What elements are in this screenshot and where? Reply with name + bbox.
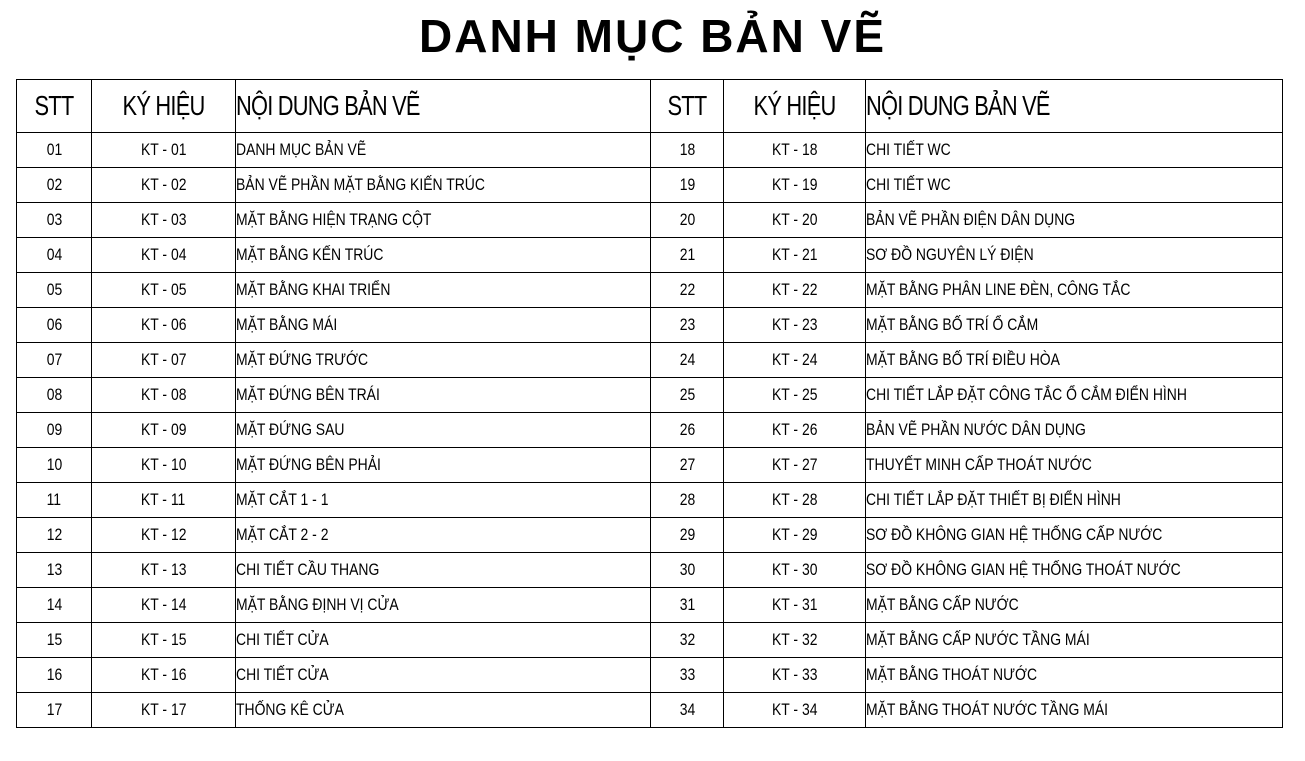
cell-stt-text: 04 [46, 245, 62, 264]
cell-stt-text: 20 [679, 210, 695, 229]
cell-stt [17, 658, 92, 693]
table-row [17, 273, 1283, 308]
cell-ky-hieu [92, 343, 236, 378]
cell-stt [17, 168, 92, 203]
cell-noi-dung-text: SƠ ĐỒ KHÔNG GIAN HỆ THỐNG THOÁT NƯỚC [866, 560, 1181, 579]
cell-noi-dung [866, 658, 1283, 693]
cell-noi-dung-text: SƠ ĐỒ NGUYÊN LÝ ĐIỆN [866, 245, 1034, 264]
cell-ky-hieu [724, 623, 866, 658]
page-title: DANH MỤC BẢN VẼ [419, 10, 886, 62]
cell-stt-text: 06 [46, 315, 62, 334]
cell-noi-dung-text: MẶT BẰNG ĐỊNH VỊ CỬA [236, 595, 399, 614]
cell-ky-hieu-text: KT - 02 [140, 175, 187, 194]
cell-ky-hieu-text: KT - 18 [771, 140, 818, 159]
cell-noi-dung-text: MẶT ĐỨNG SAU [236, 420, 345, 439]
cell-noi-dung-text: CHI TIẾT CẦU THANG [236, 560, 380, 579]
cell-ky-hieu [92, 168, 236, 203]
cell-noi-dung [866, 133, 1283, 168]
cell-stt [651, 518, 724, 553]
cell-ky-hieu-text: KT - 28 [771, 490, 818, 509]
cell-stt [17, 553, 92, 588]
table-row [17, 658, 1283, 693]
cell-noi-dung-text: THUYẾT MINH CẤP THOÁT NƯỚC [866, 455, 1092, 474]
cell-stt-text: 23 [679, 315, 695, 334]
cell-ky-hieu [92, 693, 236, 728]
cell-ky-hieu [92, 623, 236, 658]
cell-noi-dung-text: MẶT BẰNG CẤP NƯỚC TẦNG MÁI [866, 630, 1090, 649]
cell-ky-hieu-text: KT - 33 [771, 665, 818, 684]
cell-ky-hieu [724, 168, 866, 203]
header-stt-left: STT [17, 80, 92, 133]
cell-stt [17, 203, 92, 238]
cell-ky-hieu-text: KT - 11 [141, 490, 186, 509]
cell-stt-text: 07 [46, 350, 62, 369]
cell-stt [17, 308, 92, 343]
cell-noi-dung [866, 203, 1283, 238]
cell-stt [17, 378, 92, 413]
cell-ky-hieu [724, 553, 866, 588]
cell-stt-text: 31 [679, 595, 695, 614]
cell-ky-hieu [724, 238, 866, 273]
cell-stt-text: 26 [679, 420, 695, 439]
cell-ky-hieu [724, 378, 866, 413]
cell-stt-text: 28 [679, 490, 695, 509]
cell-stt [651, 413, 724, 448]
cell-ky-hieu-text: KT - 19 [771, 175, 818, 194]
cell-stt-text: 17 [46, 700, 62, 719]
cell-stt-text: 14 [46, 595, 62, 614]
cell-ky-hieu-text: KT - 29 [771, 525, 818, 544]
cell-stt-text: 09 [46, 420, 62, 439]
cell-stt [651, 483, 724, 518]
header-ky-hieu-left: KÝ HIỆU [92, 80, 236, 133]
cell-ky-hieu [92, 133, 236, 168]
cell-stt [17, 518, 92, 553]
cell-noi-dung [236, 553, 651, 588]
cell-noi-dung-text: MẶT BẰNG MÁI [236, 315, 338, 334]
cell-stt-text: 32 [679, 630, 695, 649]
table-row [17, 343, 1283, 378]
cell-noi-dung [236, 623, 651, 658]
cell-stt [651, 168, 724, 203]
cell-noi-dung-text: MẶT ĐỨNG BÊN TRÁI [236, 385, 380, 404]
cell-stt [651, 343, 724, 378]
cell-stt-text: 08 [46, 385, 62, 404]
cell-noi-dung-text: CHI TIẾT CỬA [236, 665, 329, 684]
cell-noi-dung [866, 413, 1283, 448]
cell-ky-hieu-text: KT - 23 [771, 315, 818, 334]
cell-noi-dung-text: MẶT BẰNG KHAI TRIỂN [236, 280, 391, 299]
cell-noi-dung-text: CHI TIẾT LẮP ĐẶT CÔNG TẮC Ổ CẮM ĐIỂN HÌNH [866, 385, 1187, 404]
cell-noi-dung-text: CHI TIẾT CỬA [236, 630, 329, 649]
cell-noi-dung [866, 693, 1283, 728]
cell-stt-text: 34 [679, 700, 695, 719]
cell-noi-dung-text: MẶT CẮT 2 - 2 [236, 525, 329, 544]
table-row [17, 448, 1283, 483]
cell-noi-dung [236, 483, 651, 518]
cell-stt [17, 413, 92, 448]
cell-noi-dung [866, 168, 1283, 203]
cell-ky-hieu [92, 448, 236, 483]
cell-stt-text: 02 [46, 175, 62, 194]
cell-stt [17, 273, 92, 308]
cell-stt [17, 133, 92, 168]
cell-noi-dung [236, 693, 651, 728]
cell-ky-hieu-text: KT - 08 [140, 385, 187, 404]
cell-ky-hieu [724, 308, 866, 343]
table-row [17, 588, 1283, 623]
cell-ky-hieu-text: KT - 26 [771, 420, 818, 439]
cell-noi-dung [236, 378, 651, 413]
cell-stt-text: 22 [679, 280, 695, 299]
cell-noi-dung [866, 553, 1283, 588]
cell-ky-hieu-text: KT - 09 [140, 420, 187, 439]
cell-ky-hieu [92, 518, 236, 553]
cell-stt [651, 203, 724, 238]
cell-stt-text: 25 [679, 385, 695, 404]
cell-stt [651, 378, 724, 413]
cell-stt [651, 448, 724, 483]
cell-noi-dung [866, 623, 1283, 658]
cell-noi-dung [236, 448, 651, 483]
cell-noi-dung-text: CHI TIẾT WC [866, 140, 951, 159]
cell-stt-text: 24 [679, 350, 695, 369]
cell-stt [651, 308, 724, 343]
table-row [17, 553, 1283, 588]
cell-stt [651, 623, 724, 658]
cell-stt-text: 33 [679, 665, 695, 684]
cell-stt [651, 553, 724, 588]
cell-noi-dung [866, 308, 1283, 343]
cell-stt-text: 21 [679, 245, 695, 264]
cell-ky-hieu-text: KT - 06 [140, 315, 187, 334]
cell-stt [17, 483, 92, 518]
cell-ky-hieu-text: KT - 32 [771, 630, 818, 649]
cell-noi-dung-text: DANH MỤC BẢN VẼ [236, 140, 367, 159]
cell-noi-dung-text: BẢN VẼ PHẦN MẶT BẰNG KIẾN TRÚC [236, 175, 485, 194]
cell-noi-dung [236, 168, 651, 203]
cell-noi-dung-text: CHI TIẾT LẮP ĐẶT THIẾT BỊ ĐIỂN HÌNH [866, 490, 1121, 509]
cell-noi-dung [236, 273, 651, 308]
cell-noi-dung-text: MẶT CẮT 1 - 1 [236, 490, 329, 509]
cell-ky-hieu [92, 553, 236, 588]
cell-noi-dung-text: MẶT BẰNG KẾN TRÚC [236, 245, 384, 264]
cell-ky-hieu [724, 448, 866, 483]
cell-ky-hieu-text: KT - 10 [140, 455, 187, 474]
header-noi-dung-right: NỘI DUNG BẢN VẼ [866, 80, 1283, 133]
cell-ky-hieu [92, 413, 236, 448]
cell-noi-dung [866, 518, 1283, 553]
cell-noi-dung [866, 588, 1283, 623]
table-row [17, 238, 1283, 273]
cell-stt [17, 448, 92, 483]
cell-ky-hieu [92, 483, 236, 518]
table-header-row [17, 80, 1283, 133]
cell-ky-hieu [92, 238, 236, 273]
cell-noi-dung-text: BẢN VẼ PHẦN ĐIỆN DÂN DỤNG [866, 210, 1076, 229]
cell-noi-dung-text: BẢN VẼ PHẦN NƯỚC DÂN DỤNG [866, 420, 1086, 439]
cell-ky-hieu-text: KT - 20 [771, 210, 818, 229]
cell-stt [17, 238, 92, 273]
cell-ky-hieu-text: KT - 14 [140, 595, 187, 614]
cell-stt [17, 343, 92, 378]
cell-ky-hieu-text: KT - 05 [140, 280, 187, 299]
cell-stt-text: 03 [46, 210, 62, 229]
cell-ky-hieu-text: KT - 12 [140, 525, 187, 544]
cell-noi-dung [236, 308, 651, 343]
cell-ky-hieu-text: KT - 21 [771, 245, 818, 264]
cell-ky-hieu-text: KT - 01 [140, 140, 187, 159]
cell-ky-hieu-text: KT - 17 [140, 700, 187, 719]
cell-ky-hieu [92, 203, 236, 238]
cell-stt-text: 01 [46, 140, 62, 159]
cell-ky-hieu [92, 308, 236, 343]
cell-noi-dung-text: MẶT BẰNG THOÁT NƯỚC [866, 665, 1038, 684]
table-row [17, 693, 1283, 728]
cell-stt-text: 16 [46, 665, 62, 684]
cell-noi-dung [236, 588, 651, 623]
cell-ky-hieu-text: KT - 34 [771, 700, 818, 719]
table-row [17, 518, 1283, 553]
cell-ky-hieu-text: KT - 13 [140, 560, 187, 579]
table-row [17, 623, 1283, 658]
cell-stt-text: 19 [679, 175, 695, 194]
cell-noi-dung [236, 203, 651, 238]
cell-noi-dung-text: MẶT BẰNG BỐ TRÍ ĐIỀU HÒA [866, 350, 1060, 369]
cell-ky-hieu-text: KT - 27 [771, 455, 818, 474]
cell-ky-hieu-text: KT - 31 [771, 595, 818, 614]
cell-ky-hieu [724, 518, 866, 553]
cell-ky-hieu [724, 203, 866, 238]
cell-stt-text: 30 [679, 560, 695, 579]
cell-ky-hieu [92, 588, 236, 623]
cell-noi-dung-text: MẶT BẰNG THOÁT NƯỚC TẦNG MÁI [866, 700, 1109, 719]
cell-ky-hieu-text: KT - 25 [771, 385, 818, 404]
cell-ky-hieu-text: KT - 07 [140, 350, 187, 369]
table-row [17, 378, 1283, 413]
cell-noi-dung [866, 483, 1283, 518]
cell-stt [651, 238, 724, 273]
cell-noi-dung-text: SƠ ĐỒ KHÔNG GIAN HỆ THỐNG CẤP NƯỚC [866, 525, 1163, 544]
header-noi-dung-left: NỘI DUNG BẢN VẼ [236, 80, 651, 133]
cell-noi-dung [866, 273, 1283, 308]
cell-ky-hieu-text: KT - 30 [771, 560, 818, 579]
cell-noi-dung-text: MẶT BẰNG BỐ TRÍ Ổ CẮM [866, 315, 1039, 334]
cell-ky-hieu [724, 343, 866, 378]
cell-ky-hieu-text: KT - 15 [140, 630, 187, 649]
table-row [17, 483, 1283, 518]
cell-stt-text: 13 [46, 560, 62, 579]
table-row [17, 308, 1283, 343]
cell-noi-dung-text: MẶT ĐỨNG TRƯỚC [236, 350, 369, 369]
cell-noi-dung [866, 448, 1283, 483]
cell-noi-dung [236, 343, 651, 378]
cell-stt-text: 15 [46, 630, 62, 649]
cell-stt-text: 27 [679, 455, 695, 474]
cell-stt [651, 273, 724, 308]
cell-noi-dung [866, 238, 1283, 273]
cell-ky-hieu [724, 693, 866, 728]
cell-stt-text: 05 [46, 280, 62, 299]
cell-noi-dung [236, 133, 651, 168]
cell-ky-hieu [724, 588, 866, 623]
cell-ky-hieu-text: KT - 16 [140, 665, 187, 684]
cell-noi-dung-text: MẶT BẰNG HIỆN TRẠNG CỘT [236, 210, 432, 229]
cell-stt [651, 133, 724, 168]
cell-ky-hieu [724, 658, 866, 693]
cell-stt-text: 11 [46, 490, 62, 509]
cell-ky-hieu [724, 273, 866, 308]
cell-noi-dung-text: MẶT BẰNG PHÂN LINE ĐÈN, CÔNG TẮC [866, 280, 1131, 299]
header-ky-hieu-right: KÝ HIỆU [724, 80, 866, 133]
cell-noi-dung [236, 518, 651, 553]
cell-ky-hieu-text: KT - 04 [140, 245, 187, 264]
cell-noi-dung-text: MẶT BẰNG CẤP NƯỚC [866, 595, 1019, 614]
cell-stt-text: 18 [679, 140, 695, 159]
cell-stt [651, 693, 724, 728]
cell-stt [651, 588, 724, 623]
table-row [17, 133, 1283, 168]
cell-noi-dung [236, 238, 651, 273]
cell-ky-hieu [724, 133, 866, 168]
drawing-list-table [16, 79, 1283, 728]
cell-ky-hieu-text: KT - 22 [771, 280, 818, 299]
cell-noi-dung-text: MẶT ĐỨNG BÊN PHẢI [236, 455, 381, 474]
cell-stt [651, 658, 724, 693]
cell-noi-dung [236, 413, 651, 448]
table-row [17, 168, 1283, 203]
header-stt-right: STT [651, 80, 724, 133]
table-row [17, 413, 1283, 448]
cell-stt [17, 588, 92, 623]
cell-ky-hieu [724, 483, 866, 518]
cell-ky-hieu [724, 413, 866, 448]
cell-ky-hieu-text: KT - 03 [140, 210, 187, 229]
cell-ky-hieu [92, 273, 236, 308]
cell-stt-text: 12 [46, 525, 62, 544]
cell-ky-hieu [92, 658, 236, 693]
table-row [17, 203, 1283, 238]
cell-noi-dung [866, 378, 1283, 413]
cell-noi-dung [866, 343, 1283, 378]
cell-noi-dung-text: CHI TIẾT WC [866, 175, 951, 194]
cell-noi-dung [236, 658, 651, 693]
cell-ky-hieu [92, 378, 236, 413]
cell-stt-text: 29 [679, 525, 695, 544]
cell-stt [17, 623, 92, 658]
cell-stt [17, 693, 92, 728]
cell-noi-dung-text: THỐNG KÊ CỬA [236, 700, 344, 719]
cell-ky-hieu-text: KT - 24 [771, 350, 818, 369]
cell-stt-text: 10 [46, 455, 62, 474]
